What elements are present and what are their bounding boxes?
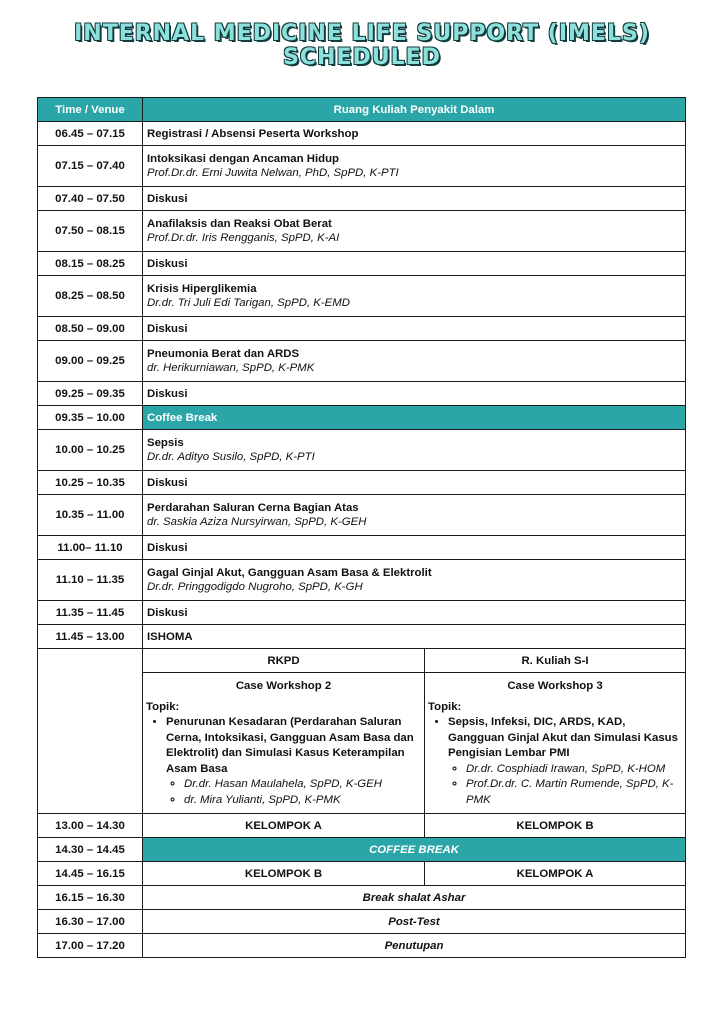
- row-title: Diskusi: [143, 252, 686, 276]
- topic-list: [146, 715, 421, 808]
- group-left: KELOMPOK A: [143, 814, 425, 838]
- row-time: 09.35 – 10.00: [38, 406, 143, 430]
- row-time: 11.10 – 11.35: [38, 560, 143, 601]
- row-time: 07.15 – 07.40: [38, 146, 143, 187]
- row-time: 16.15 – 16.30: [38, 886, 143, 910]
- speaker-name: dr. Saskia Aziza Nursyirwan, SpPD, K-GEH: [147, 516, 367, 528]
- row-title: Diskusi: [143, 187, 686, 211]
- schedule-row: [38, 187, 686, 211]
- group-row: [38, 862, 686, 886]
- schedule-row: [38, 211, 686, 252]
- venue-right: R. Kuliah S-I: [425, 649, 686, 673]
- row-time: 11.45 – 13.00: [38, 625, 143, 649]
- group-right: KELOMPOK B: [425, 814, 686, 838]
- workshop-title: Case Workshop 3: [507, 680, 603, 692]
- table-header-row: [38, 98, 686, 122]
- group-row: [38, 886, 686, 910]
- schedule-row: [38, 471, 686, 495]
- schedule-row: [38, 495, 686, 536]
- group-row: [38, 814, 686, 838]
- speaker-item: ◦ Dr.dr. Hasan Maulahela, SpPD, K-GEH: [184, 777, 421, 793]
- schedule-row: [38, 430, 686, 471]
- row-session: [143, 430, 686, 471]
- session-title: Intoksikasi dengan Ancaman Hidup: [147, 153, 339, 165]
- speaker-item: ◦ Dr.dr. Cosphiadi Irawan, SpPD, K-HOM: [466, 762, 682, 778]
- row-title: Diskusi: [143, 382, 686, 406]
- topic-item: [448, 715, 682, 808]
- group-row: [38, 934, 686, 958]
- schedule-row: [38, 276, 686, 317]
- speaker-name: Dr.dr. Pringgodigdo Nugroho, SpPD, K-GH: [147, 581, 363, 593]
- row-time: 13.00 – 14.30: [38, 814, 143, 838]
- coffee-break-label: Coffee Break: [143, 406, 686, 430]
- group-row: [38, 910, 686, 934]
- row-time: 08.50 – 09.00: [38, 317, 143, 341]
- row-time: 09.25 – 09.35: [38, 382, 143, 406]
- speaker-name: Dr.dr. Adityo Susilo, SpPD, K-PTI: [147, 451, 315, 463]
- row-session: [143, 276, 686, 317]
- group-right: KELOMPOK A: [425, 862, 686, 886]
- row-time: 06.45 – 07.15: [38, 122, 143, 146]
- venue-header: Ruang Kuliah Penyakit Dalam: [143, 98, 686, 122]
- coffee-break-full: COFFEE BREAK: [143, 838, 686, 862]
- time-venue-header: Time / Venue: [38, 98, 143, 122]
- row-time: 08.25 – 08.50: [38, 276, 143, 317]
- schedule-row: [38, 317, 686, 341]
- session-title: Sepsis: [147, 437, 184, 449]
- row-time: 10.35 – 11.00: [38, 495, 143, 536]
- topic-list: [428, 715, 682, 808]
- row-time: 10.25 – 10.35: [38, 471, 143, 495]
- session-title: Krisis Hiperglikemia: [147, 283, 257, 295]
- speaker-list: [166, 777, 421, 808]
- row-time: 10.00 – 10.25: [38, 430, 143, 471]
- schedule-row: [38, 406, 686, 430]
- speaker-item: ◦ dr. Mira Yulianti, SpPD, K-PMK: [184, 793, 421, 809]
- session-title: Anafilaksis dan Reaksi Obat Berat: [147, 218, 332, 230]
- title-line-1: INTERNAL MEDICINE LIFE SUPPORT (IMELS): [74, 21, 650, 46]
- topik-label: Topik:: [428, 700, 462, 713]
- schedule-row: [38, 625, 686, 649]
- row-title: Diskusi: [143, 317, 686, 341]
- row-time: 16.30 – 17.00: [38, 910, 143, 934]
- schedule-row: [38, 601, 686, 625]
- workshop-right: [425, 673, 686, 814]
- speaker-name: Prof.Dr.dr. Iris Rengganis, SpPD, K-AI: [147, 232, 340, 244]
- schedule-table: [37, 97, 686, 958]
- row-session: [143, 341, 686, 382]
- title-line-2: SCHEDULED: [283, 45, 441, 70]
- group-row: [38, 838, 686, 862]
- row-time: 11.35 – 11.45: [38, 601, 143, 625]
- speaker-item: ◦ Prof.Dr.dr. C. Martin Rumende, SpPD, K-PMK: [466, 777, 682, 808]
- schedule-row: [38, 560, 686, 601]
- session-title: Pneumonia Berat dan ARDS: [147, 348, 300, 360]
- row-title: ISHOMA: [143, 625, 686, 649]
- group-left: KELOMPOK B: [143, 862, 425, 886]
- row-time: 14.30 – 14.45: [38, 838, 143, 862]
- workshop-time-empty: [38, 649, 143, 814]
- row-title: Registrasi / Absensi Peserta Workshop: [143, 122, 686, 146]
- row-time: 08.15 – 08.25: [38, 252, 143, 276]
- schedule-row: [38, 122, 686, 146]
- schedule-row: [38, 382, 686, 406]
- session-title: Gagal Ginjal Akut, Gangguan Asam Basa & Elektrolit: [147, 567, 432, 579]
- venue-left: RKPD: [143, 649, 425, 673]
- speaker-name: Dr.dr. Tri Juli Edi Tarigan, SpPD, K-EMD: [147, 297, 350, 309]
- topic-item: [166, 715, 421, 808]
- document-title: [0, 22, 724, 70]
- speaker-name: Prof.Dr.dr. Erni Juwita Nelwan, PhD, SpPD, K-PTI: [147, 167, 399, 179]
- topik-label: Topik:: [146, 700, 180, 713]
- speaker-list: [448, 762, 682, 809]
- row-title: Diskusi: [143, 536, 686, 560]
- break-ashar: Break shalat Ashar: [143, 886, 686, 910]
- row-session: [143, 560, 686, 601]
- post-test: Post-Test: [143, 910, 686, 934]
- row-time: 09.00 – 09.25: [38, 341, 143, 382]
- workshop-left: [143, 673, 425, 814]
- row-session: [143, 211, 686, 252]
- workshop-venue-row: [38, 649, 686, 673]
- row-session: [143, 146, 686, 187]
- row-time: 14.45 – 16.15: [38, 862, 143, 886]
- schedule-row: [38, 252, 686, 276]
- session-title: Perdarahan Saluran Cerna Bagian Atas: [147, 502, 359, 514]
- topic-text: Sepsis, Infeksi, DIC, ARDS, KAD, Gangguan Ginjal Akut dan Simulasi Kasus Pengisian Lembar PMI: [448, 716, 678, 759]
- row-time: 11.00– 11.10: [38, 536, 143, 560]
- schedule-row: [38, 536, 686, 560]
- row-title: Diskusi: [143, 601, 686, 625]
- speaker-name: dr. Herikurniawan, SpPD, K-PMK: [147, 362, 315, 374]
- workshop-title: Case Workshop 2: [235, 680, 332, 692]
- row-title: Diskusi: [143, 471, 686, 495]
- topic-text: Penurunan Kesadaran (Perdarahan Saluran Cerna, Intoksikasi, Gangguan Asam Basa dan Elektrolit) dan Simulasi Kasus Keterampilan Asam Basa: [166, 716, 414, 775]
- penutupan: Penutupan: [143, 934, 686, 958]
- row-time: 07.50 – 08.15: [38, 211, 143, 252]
- row-time: 07.40 – 07.50: [38, 187, 143, 211]
- row-time: 17.00 – 17.20: [38, 934, 143, 958]
- schedule-row: [38, 341, 686, 382]
- schedule-row: [38, 146, 686, 187]
- row-session: [143, 495, 686, 536]
